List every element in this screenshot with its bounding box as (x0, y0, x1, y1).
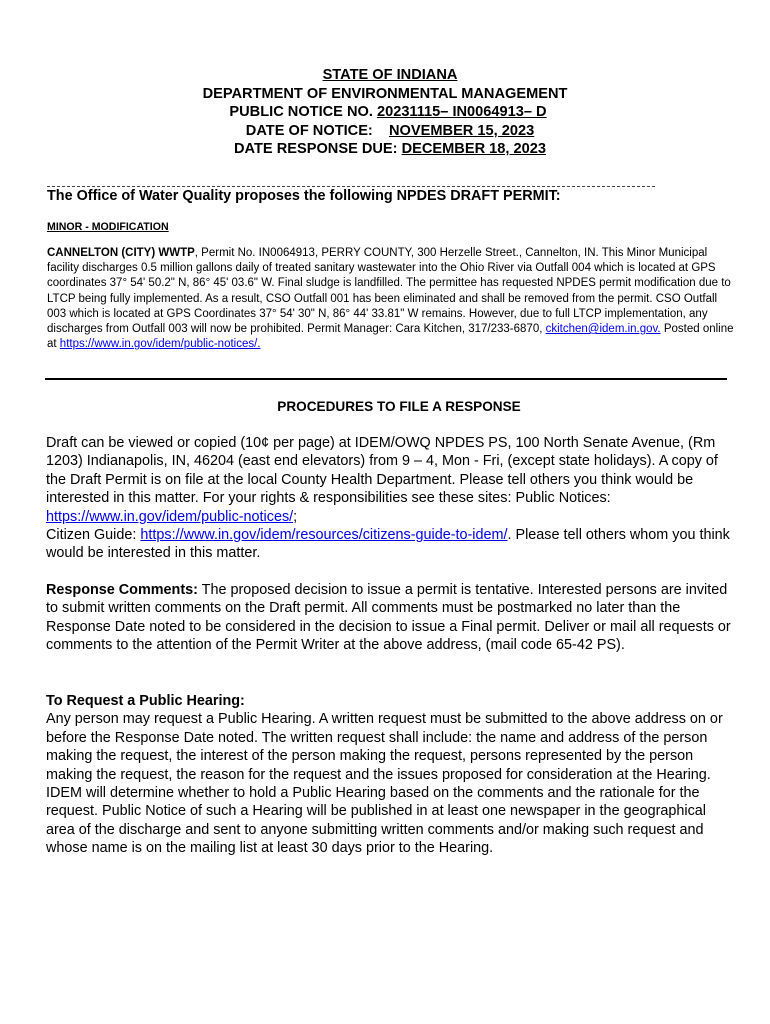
facility-name: CANNELTON (CITY) WWTP (47, 247, 195, 259)
state-title: STATE OF INDIANA (322, 67, 458, 83)
public-notices-link[interactable]: https://www.in.gov/idem/public-notices/ (46, 508, 294, 525)
viewing-paragraph: Draft can be viewed or copied (10¢ per page) at IDEM/OWQ NPDES PS, 100 North Senate Avenue, (Rm 1203) Indianapolis, IN, 46204 (east end elevators) from 9 – 4, Mon - Fri, (except state holidays). A copy of the Draft Permit is on file at the local County Health Department. Please tell others you think would be interested in this matter. For your rights & responsibilities see these sites: Public Notices: https://www.in.gov/idem/public-notices/; Citizen Guide: https://www.in.gov/idem/resources/citizens-guide-to-idem/. Please tell others whom you think would be interested in this matter. (46, 435, 730, 562)
posted-online-link[interactable]: https://www.in.gov/idem/public-notices/. (59, 338, 261, 351)
response-comments-label: Response Comments: (46, 582, 198, 598)
public-hearing-label: To Request a Public Hearing: (46, 693, 245, 709)
response-due-date: DATE RESPONSE DUE: DECEMBER 18, 2023 (234, 141, 546, 158)
response-comments-paragraph: Response Comments: The proposed decision to issue a permit is tentative. Interested persons are invited to submit written comments on the Draft permit. All comments must be postmarked no later than the Response Date noted to be considered in the decision to issue a Final permit. Deliver or mail all requests or comments to the attention of the Permit Writer at the above address, (mail code 65-42 PS). (46, 582, 731, 654)
dotted-divider (47, 186, 655, 187)
section-divider (45, 378, 727, 380)
office-heading: The Office of Water Quality proposes the following NPDES DRAFT PERMIT: (47, 188, 561, 204)
public-hearing-paragraph: To Request a Public Hearing: Any person may request a Public Hearing. A written request must be submitted to the above address on or before the Response Date noted. The written request shall include: the name and address of the person making the request, the interest of the person making the request, persons represented by the person making the request, the reason for the request and the issues proposed for consideration at the Hearing. IDEM will determine whether to hold a Public Hearing based on the comments and the rationale for the request. Public Notice of such a Hearing will be published in at least one newspaper in the geographical area of the discharge and sent to anyone submitting written comments and/or making such request and whose name is on the mailing list at least 30 days prior to the Hearing. (46, 693, 723, 857)
notice-date: DATE OF NOTICE: NOVEMBER 15, 2023 (245, 122, 535, 139)
permit-type-label: MINOR - MODIFICATION (47, 221, 169, 233)
permit-description: CANNELTON (CITY) WWTP, Permit No. IN0064913, PERRY COUNTY, 300 Herzelle Street., Cannelton, IN. This Minor Municipal facility discharges 0.5 million gallons daily of treated sanitary wastewater into the Ohio River via Outfall 004 which is located at GPS coordinates 37° 54' 50.2" N, 86° 45' 03.6" W. Final sludge is landfilled. The permittee has requested NPDES permit modification due to LTCP being fully implemented. As a result, CSO Outfall 001 has been eliminated and shall be removed from the permit. CSO Outfall 003 which is located at GPS Coordinates 37° 54' 30" N, 86° 44' 33.81" W remains. However, due to full LTCP implementation, any discharges from Outfall 003 will now be prohibited. Permit Manager: Cara Kitchen, 317/233-6870, ckitchen@idem.in.gov. Posted online at https://www.in.gov/idem/public-notices/. (47, 247, 734, 351)
department-title: DEPARTMENT OF ENVIRONMENTAL MANAGEMENT (202, 85, 568, 102)
procedures-title: PROCEDURES TO FILE A RESPONSE (277, 399, 521, 414)
notice-number: PUBLIC NOTICE NO. 20231115– IN0064913– D (229, 104, 547, 121)
notice-header (0, 66, 770, 159)
citizen-guide-link[interactable]: https://www.in.gov/idem/resources/citizens-guide-to-idem/ (140, 527, 508, 544)
permit-manager-email-link[interactable]: ckitchen@idem.in.gov. (545, 323, 661, 336)
